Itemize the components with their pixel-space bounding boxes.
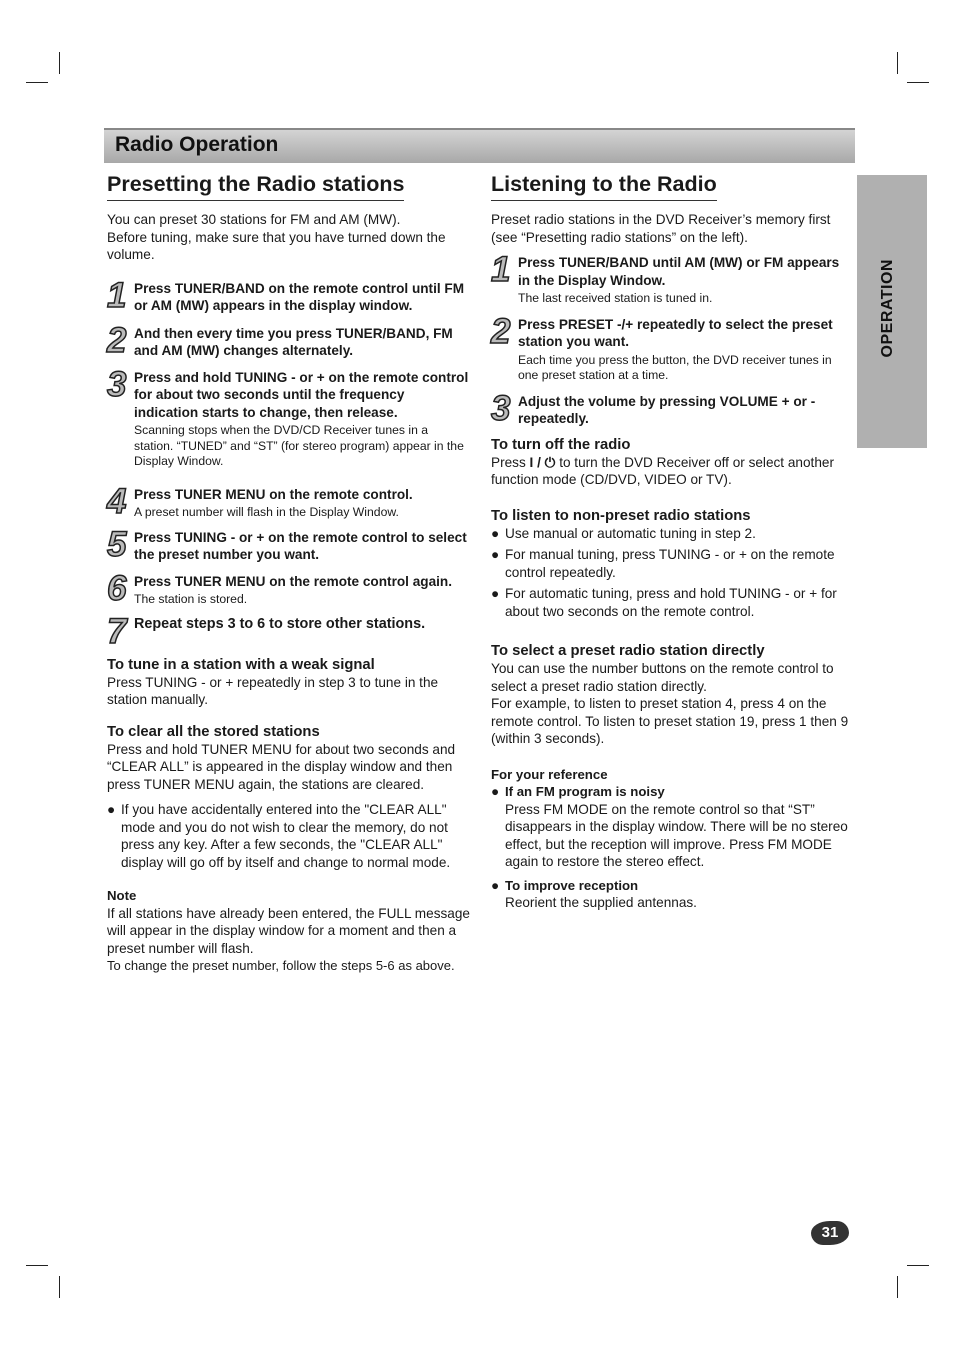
bullet-icon: ● [491,877,500,893]
direct-section [491,642,855,748]
step-note: The station is stored. [134,592,248,606]
crop-mark [897,52,898,74]
step-number: 1 [107,275,127,315]
step [107,320,470,360]
step [107,611,470,651]
step [107,524,470,564]
side-tab [857,175,927,448]
step-text: Press TUNER/BAND on the remote control until FM or AM (MW) appears in the display window. [134,280,465,313]
bullet-icon: ● [491,547,500,562]
step-text: Press TUNING - or + on the remote control to select the preset number you want. [134,529,467,562]
step [107,481,470,521]
step-text: Press TUNER/BAND until AM (MW) or FM appears in the Display Window. [518,255,840,288]
crop-mark [26,82,48,83]
list-item: ● If an FM program is noisy Press FM MODE on the remote control so that “ST” disappears in the display window. There will be no stereo effect, but the reception will improve. Press FM MODE again to restore the stereo effect. [491,784,848,869]
bullet-icon: ● [491,586,500,601]
step-text: Press TUNER MENU on the remote control again. [134,573,452,589]
bullet-icon: ● [107,802,116,817]
page-number-badge: 31 [811,1221,849,1245]
clear-title: To clear all the stored stations [107,723,320,740]
step-number: 2 [107,320,127,360]
reference-section [491,766,855,912]
clear-section [107,723,470,872]
note-text: If all stations have already been entered, the FULL message will appear in the display window for a moment and then a preset number will flash. [107,905,470,956]
bullet-icon: ● [491,525,500,541]
non-preset-section [491,507,855,621]
note-text-2: To change the preset number, follow the steps 5-6 as above. [107,958,455,973]
step-number: 6 [107,568,127,608]
left-intro: You can preset 30 stations for FM and AM (MW). Before tuning, make sure that you have turned down the volume. [107,212,446,262]
weak-signal-text: Press TUNING - or + repeatedly in step 3 to tune in the station manually. [107,674,439,707]
left-column [107,170,470,975]
step-number: 3 [107,364,127,404]
list-item: ● Use manual or automatic tuning in step 2. [491,525,756,541]
list-item: ● If you have accidentally entered into the "CLEAR ALL" mode and you do not wish to clear the memory, do not press any key. After a few seconds, the "CLEAR ALL" display will go off by itself and change to normal mode. [107,802,451,870]
crop-mark [59,52,60,74]
list-item: ● For manual tuning, press TUNING - or + on the remote control repeatedly. [491,547,835,580]
step-text: Repeat steps 3 to 6 to store other stations. [134,615,426,632]
step-number: 7 [107,611,127,651]
step-text: And then every time you press TUNER/BAND, FM and AM (MW) changes alternately. [134,325,453,358]
non-preset-title: To listen to non-preset radio stations [491,507,751,524]
step [491,388,855,428]
step-note: Scanning stops when the DVD/CD Receiver tunes in a station. “TUNED” and “ST” (for stereo program) appear in the Display Window. [134,423,464,468]
list-item: ● For automatic tuning, press and hold TUNING - or + for about two seconds on the remote control. [491,586,837,619]
weak-signal-title: To tune in a station with a weak signal [107,656,375,673]
step-text: Adjust the volume by pressing VOLUME + or - repeatedly. [518,393,816,426]
section-banner [104,128,855,163]
bullet-icon: ● [491,784,500,799]
turn-off-section [491,436,855,489]
step-text: Press and hold TUNING - or + on the remote control for about two seconds until the frequency indication starts to change, then release. [134,369,469,420]
note-section [107,887,470,975]
step [491,311,855,384]
weak-signal-section [107,656,470,709]
crop-mark [907,82,929,83]
step [107,568,470,608]
step-note: A preset number will flash in the Display Window. [134,505,399,519]
side-tab-label: OPERATION [879,259,896,358]
crop-mark [26,1265,48,1266]
crop-mark [59,1276,60,1298]
right-column [491,170,855,912]
step-note: The last received station is tuned in. [518,291,713,305]
step [107,364,470,470]
step [107,275,470,315]
power-icon: I / ⏻ [529,454,556,470]
step-number: 5 [107,524,127,564]
banner-title: Radio Operation [115,133,279,156]
step-text: Press PRESET -/+ repeatedly to select the preset station you want. [518,316,833,349]
crop-mark [897,1276,898,1298]
step-text: Press TUNER MENU on the remote control. [134,486,413,502]
list-item: ● To improve reception Reorient the supplied antennas. [491,877,697,910]
note-title: Note [107,888,137,903]
direct-text-2: For example, to listen to preset station 4, press 4 on the remote control. To listen to preset station 19, press 1 then 9 (within 3 seconds). [491,696,849,746]
right-intro: Preset radio stations in the DVD Receiver’s memory first (see “Presetting radio stations” on the left). [491,212,831,245]
direct-text: You can use the number buttons on the remote control to select a preset radio station directly. [491,661,834,694]
step [491,250,855,307]
turn-off-title: To turn off the radio [491,436,631,453]
step-number: 3 [491,388,511,428]
turn-off-text: Press I / ⏻ to turn the DVD Receiver off or select another function mode (CD/DVD, VIDEO or TV). [491,454,834,487]
right-title: Listening to the Radio [491,170,717,201]
step-number: 2 [491,311,511,351]
reference-title: For your reference [491,766,608,782]
step-note: Each time you press the button, the DVD receiver tunes in one preset station at a time. [518,352,832,382]
clear-text: Press and hold TUNER MENU for about two seconds and “CLEAR ALL” is appeared in the display window and then press TUNER MENU again, the stations are cleared. [107,741,456,792]
step-number: 4 [107,481,127,521]
crop-mark [907,1265,929,1266]
direct-title: To select a preset radio station directly [491,643,765,659]
step-number: 1 [491,250,511,289]
left-title: Presetting the Radio stations [107,170,404,201]
